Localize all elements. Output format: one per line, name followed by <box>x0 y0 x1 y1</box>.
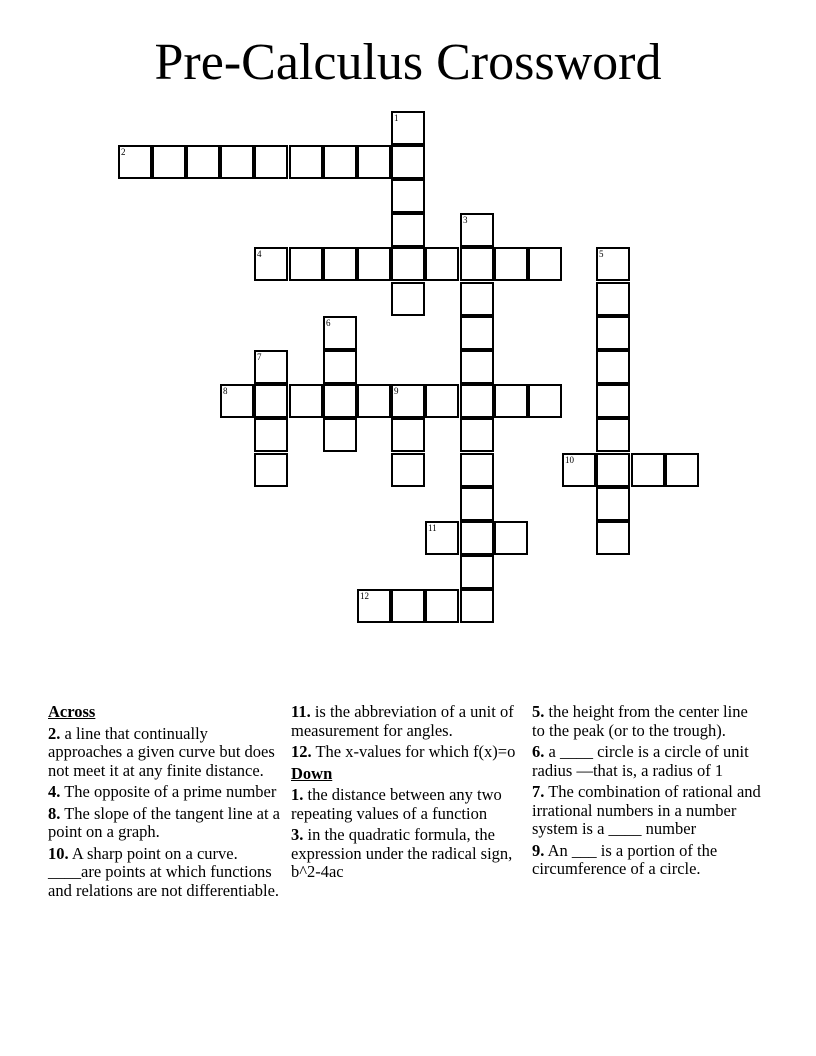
clue-text: a line that continually approaches a given curve but does not meet it at any finite distance. <box>48 723 275 780</box>
clue-down-5 <box>532 703 764 740</box>
grid-cell[interactable] <box>425 247 459 281</box>
grid-cell[interactable] <box>596 521 630 555</box>
clue-text: The combination of rational and irrational numbers in a number system is a ____ number <box>532 782 761 838</box>
grid-cell[interactable] <box>357 384 391 418</box>
grid-cell[interactable] <box>425 384 459 418</box>
cell-number: 2 <box>121 147 126 157</box>
clue-across-11 <box>291 703 523 740</box>
clue-number: 2. <box>48 723 61 743</box>
clue-text: The opposite of a prime number <box>60 782 277 801</box>
cell-number: 6 <box>326 318 331 328</box>
cell-number: 9 <box>394 386 399 396</box>
grid-cell[interactable] <box>596 247 630 281</box>
grid-cell[interactable] <box>289 247 323 281</box>
grid-cell[interactable] <box>357 145 391 179</box>
grid-cell[interactable] <box>323 247 357 281</box>
cell-number: 4 <box>257 249 262 259</box>
clue-number: 10. <box>48 843 69 863</box>
grid-cell[interactable] <box>460 418 494 452</box>
grid-cell[interactable] <box>391 453 425 487</box>
grid-cell[interactable] <box>596 453 630 487</box>
grid-cell[interactable] <box>460 213 494 247</box>
grid-cell[interactable] <box>528 384 562 418</box>
grid-cell[interactable] <box>289 145 323 179</box>
grid-cell[interactable] <box>391 247 425 281</box>
clue-number: 9. <box>532 840 545 860</box>
grid-cell[interactable] <box>391 111 425 145</box>
grid-cell[interactable] <box>631 453 665 487</box>
clue-across-12 <box>291 743 523 762</box>
grid-cell[interactable] <box>425 521 459 555</box>
grid-cell[interactable] <box>323 418 357 452</box>
clue-number: 8. <box>48 803 61 823</box>
grid-cell[interactable] <box>220 145 254 179</box>
grid-cell[interactable] <box>152 145 186 179</box>
across-heading: Across <box>48 702 96 721</box>
grid-cell[interactable] <box>391 418 425 452</box>
clue-text: a ____ circle is a circle of unit radius —that is, a radius of 1 <box>532 742 749 780</box>
grid-cell[interactable] <box>186 145 220 179</box>
cell-number: 5 <box>599 249 604 259</box>
cell-number: 12 <box>360 591 369 601</box>
grid-cell[interactable] <box>323 145 357 179</box>
clue-text: A sharp point on a curve. ____are points at which functions and relations are not differentiable. <box>48 843 280 900</box>
page-title: Pre-Calculus Crossword <box>154 34 662 91</box>
clue-text: the distance between any two repeating values of a function <box>291 785 502 823</box>
grid-cell[interactable] <box>391 213 425 247</box>
grid-cell[interactable] <box>357 247 391 281</box>
grid-cell[interactable] <box>323 316 357 350</box>
grid-cell[interactable] <box>220 384 254 418</box>
grid-cell[interactable] <box>118 145 152 179</box>
grid-cell[interactable] <box>460 350 494 384</box>
grid-cell[interactable] <box>254 350 288 384</box>
clue-number: 12. <box>291 742 312 761</box>
grid-cell[interactable] <box>460 316 494 350</box>
grid-cell[interactable] <box>460 589 494 623</box>
grid-cell[interactable] <box>391 179 425 213</box>
grid-cell[interactable] <box>254 418 288 452</box>
grid-cell[interactable] <box>596 350 630 384</box>
grid-cell[interactable] <box>289 384 323 418</box>
clue-column-1 <box>48 703 280 903</box>
clue-text: is the abbreviation of a unit of measurement for angles. <box>291 702 514 740</box>
grid-cell[interactable] <box>665 453 699 487</box>
grid-cell[interactable] <box>562 453 596 487</box>
grid-cell[interactable] <box>425 589 459 623</box>
clue-text: the height from the center line to the peak (or to the trough). <box>532 702 748 740</box>
grid-cell[interactable] <box>494 247 528 281</box>
clue-number: 1. <box>291 785 304 804</box>
grid-cell[interactable] <box>596 282 630 316</box>
clue-down-3 <box>291 826 523 882</box>
clue-number: 3. <box>291 825 304 844</box>
grid-cell[interactable] <box>494 384 528 418</box>
clue-number: 4. <box>48 782 61 801</box>
grid-cell[interactable] <box>596 316 630 350</box>
grid-cell[interactable] <box>391 384 425 418</box>
cell-number: 11 <box>428 523 437 533</box>
grid-cell[interactable] <box>596 384 630 418</box>
cell-number: 7 <box>257 352 262 362</box>
clue-number: 5. <box>532 702 545 721</box>
grid-cell[interactable] <box>391 589 425 623</box>
grid-cell[interactable] <box>254 247 288 281</box>
cell-number: 1 <box>394 113 399 123</box>
grid-cell[interactable] <box>357 589 391 623</box>
grid-cell[interactable] <box>323 384 357 418</box>
grid-cell[interactable] <box>460 384 494 418</box>
cell-number: 3 <box>463 215 468 225</box>
grid-cell[interactable] <box>391 145 425 179</box>
grid-cell[interactable] <box>460 555 494 589</box>
clue-number: 6. <box>532 742 545 761</box>
clue-text: An ___ is a portion of the circumference of a circle. <box>532 840 718 878</box>
grid-cell[interactable] <box>460 282 494 316</box>
grid-cell[interactable] <box>254 384 288 418</box>
grid-cell[interactable] <box>596 418 630 452</box>
grid-cell[interactable] <box>528 247 562 281</box>
grid-cell[interactable] <box>460 521 494 555</box>
clue-column-2 <box>291 703 523 885</box>
grid-cell[interactable] <box>391 282 425 316</box>
clue-down-9 <box>532 842 764 879</box>
clue-across-2 <box>48 725 280 781</box>
grid-cell[interactable] <box>460 247 494 281</box>
clue-column-3 <box>532 703 764 882</box>
cell-number: 10 <box>565 455 574 465</box>
grid-cell[interactable] <box>323 350 357 384</box>
clue-number: 11. <box>291 702 311 721</box>
clue-down-1 <box>291 786 523 823</box>
cell-number: 8 <box>223 386 228 396</box>
grid-cell[interactable] <box>460 453 494 487</box>
clue-down-6 <box>532 743 764 780</box>
clue-number: 7. <box>532 782 545 801</box>
clue-across-8 <box>48 805 280 842</box>
grid-cell[interactable] <box>254 145 288 179</box>
grid-cell[interactable] <box>494 521 528 555</box>
grid-cell[interactable] <box>460 487 494 521</box>
clue-across-4 <box>48 783 280 802</box>
grid-cell[interactable] <box>596 487 630 521</box>
down-heading: Down <box>291 763 333 783</box>
clue-text: The slope of the tangent line at a point on a graph. <box>48 803 280 841</box>
clue-text: in the quadratic formula, the expression under the radical sign, b^2-4ac <box>291 825 513 881</box>
clue-down-7 <box>532 783 764 839</box>
clue-across-10 <box>48 845 280 901</box>
grid-cell[interactable] <box>254 453 288 487</box>
clue-text: The x-values for which f(x)=o <box>311 742 516 761</box>
